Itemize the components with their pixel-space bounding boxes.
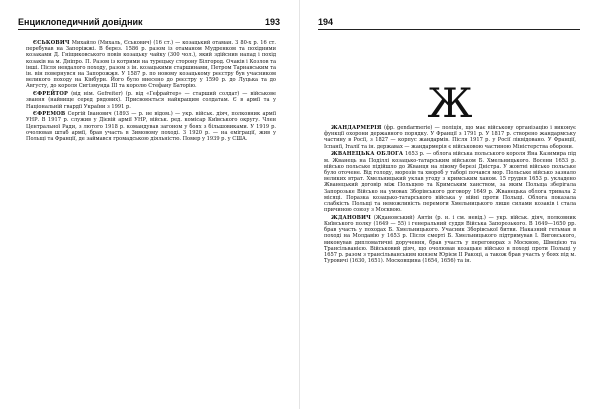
entry-text: (від нім. Gefreiter) (р. від «Гефрайтер» — старший солдат) — військове звання (найвище серед рядових). Присвоюється найкращим солдатам. Є в армії та у Національній гвардії України з 1991 р. xyxy=(26,91,276,110)
right-page-body xyxy=(324,125,576,266)
entry xyxy=(26,111,276,142)
right-page xyxy=(300,0,600,409)
entry-text: (Ждановський) Антін (р. н. і см. невід.) — укр. військ. діяч, полковник Київського полку (1649 — 55) і генеральний суддя Війська Запорозького. В 1649—1650 рр. брав участь у походах Б. Хмельницького. Учасник Зборівської битви. Наказний гетьман в поході на Молдавію у 1653 р. Після смерті Б. Хмельницького підтримував І. Виговського, виконував дипломатичні доручення, брав участь у переговорах з Москвою, Швецією та Трансільванією. Військовий діяч, що очолював козацьке військо в поході проти Польщі у 1657 р. разом з трансільванським князем Юрієм II Ракоці, а також брав участь у боях під м. Туровичі (1630, 1651). Московщина (1654, 1656) та ін. xyxy=(324,214,576,265)
entry xyxy=(26,40,276,90)
entry-headword: ЖАНДАРМЕРІЯ xyxy=(331,125,382,131)
entry-headword: ЄСЬКОВИЧ xyxy=(33,40,70,46)
entry-text: Михайло (Михаль, Єськович) (16 ст.) — козацький отаман. З 80-х р. 16 ст. перебував на Запоріжжі. В берез. 1586 р. разом із отаманом Мудренком та похідними козаками Д. Гніщиковського повів козацьку чайку (300 чол.), який здійснив напад і похід козаків на м. Дніпро. П. Разом із котрими на турецьку сторону Білгород. Очаків і Козлов та інші. Після невдалого походу, разом з ін. козацькими старшинами, Петром Тарнавським та ін. він повернувся на Запорожжя. У 1587 р. по новому козацькому реєстру був учасником великого походу на Кінбурн. Його було внесено до реєстру у 1590 р. до Луцька та до Августу, до короля Сигізмунда ІІІ та королю Стефану Баторію. xyxy=(26,40,276,90)
right-page-header xyxy=(318,16,580,28)
entry xyxy=(324,151,576,213)
entry-text: 1653 р. — облога війська польського короля Яна Казимира під м. Жванець на Поділлі козацько-татарським військом Б. Хмельницького. Восени 1653 р. військо польське підійшло до Жванця на лівому березі Дністра. У жовтні військо польське було оточене. Від голоду, морозів та хвороб у таборі почався мор. Польське військо зазнало великих втрат. Хмельницький уклав угоду з кримським ханом. 15 грудня 1653 р. укладено Жванецький договір між Польщею та Кримським ханством, за яким Польща зберігала Запорозьке Військо на умовах Зборівського договору 1649 р. Жванецька облога тривала 2 місяці. Поразка козацько-татарського війська у війні проти Польщі. Облога показала слабкість Польщі та неможливість перемоги Хмельницького лише силами козаків і стала причиною союзу з Москвою. xyxy=(324,151,576,214)
left-page-header xyxy=(18,16,280,28)
header-rule-left xyxy=(18,29,280,30)
left-page-body xyxy=(26,40,276,144)
entry xyxy=(324,215,576,265)
entry-headword: ЖДАНОВИЧ xyxy=(331,214,371,221)
entry-headword: ЄФРЕМОВ xyxy=(33,111,66,118)
page-number-left: 193 xyxy=(264,17,280,27)
entry-headword: ЄФРЕЙТОР xyxy=(33,91,69,98)
header-rule-right xyxy=(318,29,580,30)
entry xyxy=(324,125,576,150)
section-letter: Ж xyxy=(427,81,473,127)
entry-headword: ЖВАНЕЦЬКА ОБЛОГА xyxy=(331,151,404,158)
running-head: Енциклопедичний довідник xyxy=(18,17,143,27)
page-number-right: 194 xyxy=(318,17,334,27)
entry-text: (фр. gendarmerie) — поліція, що має військову організацію і виконує функції охорони державного порядку. У Франції з 1791 р. У 1817 р. створено жандармську частину в Росії, з 1827 — корпус жандармів. Після 1917 р. у Росії ліквідовано. У Франції, Іспанії, Італії та ін. державах — жандармерія є військовою частиною Міністерства оборони. xyxy=(324,125,577,150)
entry xyxy=(26,91,276,110)
entry-text: Сергій Іванович (1893 — р. не відом.) — укр. військ. діяч, полковник армії УНР. В 1917 р. служив у Дієвій армії УНР, військ. ред. комісар Київського округу. Член Центральної Ради, з лютого 1918 р. командував загоном у боях з більшовиками. У 1919 р. очолював штаб армії, брав участь в Зимовому поході. З 1920 р. — на еміграції, жив у Польщі та Франції, де займався громадською діяльністю. Помер у 1939 р. у США. xyxy=(26,111,276,143)
